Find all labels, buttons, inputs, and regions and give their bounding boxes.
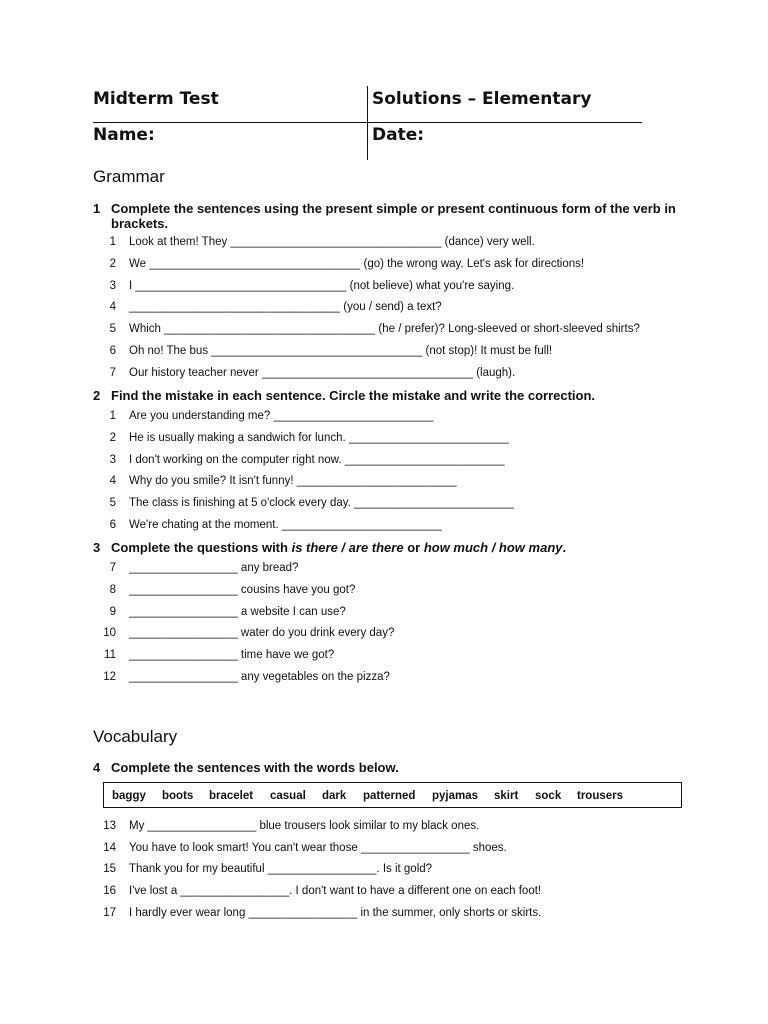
exercise-item[interactable]: [93, 584, 693, 600]
instruction-part: Complete the questions with: [111, 540, 292, 555]
item-text: _________________________________ (you / send) a text?: [129, 301, 442, 313]
question-number: 4: [93, 760, 101, 775]
item-text: _________________ cousins have you got?: [129, 584, 356, 596]
exercise-item[interactable]: [93, 323, 693, 339]
exercise-item[interactable]: [93, 475, 693, 491]
item-number: 3: [109, 454, 116, 466]
instruction-part: .: [562, 540, 567, 555]
exercise-item[interactable]: [93, 236, 693, 252]
item-number: 9: [109, 606, 116, 618]
exercise-item[interactable]: [93, 432, 693, 448]
item-number: 2: [109, 258, 116, 270]
date-label: Date:: [372, 125, 425, 145]
item-number: 5: [109, 497, 116, 509]
exercise-item[interactable]: [93, 907, 693, 923]
test-title: Midterm Test: [93, 89, 219, 109]
item-number: 3: [109, 280, 116, 292]
item-number: 7: [109, 367, 116, 379]
instruction-emphasis: how much / how many: [423, 540, 563, 555]
item-number: 12: [103, 671, 116, 683]
word-bank-item: skirt: [494, 790, 519, 802]
item-number: 17: [103, 907, 116, 919]
item-number: 1: [109, 236, 116, 248]
item-text: We're chating at the moment. _________________________: [129, 519, 442, 531]
question-instruction: [111, 540, 681, 555]
word-bank-item: boots: [162, 790, 194, 802]
item-text: _________________ a website I can use?: [129, 606, 346, 618]
word-bank-item: sock: [535, 790, 562, 802]
item-number: 1: [109, 410, 116, 422]
exercise-item[interactable]: [93, 627, 693, 643]
item-number: 4: [109, 475, 116, 487]
item-number: 6: [109, 519, 116, 531]
item-number: 2: [109, 432, 116, 444]
instruction-emphasis: is there / are there: [291, 540, 404, 555]
item-text: Are you understanding me? _________________________: [129, 410, 434, 422]
vocabulary-heading: Vocabulary: [93, 727, 178, 746]
header-vertical-divider: [367, 86, 368, 160]
question-number: 2: [93, 388, 101, 403]
exercise-item[interactable]: [93, 606, 693, 622]
item-number: 10: [103, 627, 116, 639]
word-bank-item: pyjamas: [432, 790, 479, 802]
exercise-item[interactable]: [93, 345, 693, 361]
item-number: 5: [109, 323, 116, 335]
exercise-item[interactable]: [93, 367, 693, 383]
item-text: _________________ time have we got?: [129, 649, 335, 661]
item-text: My _________________ blue trousers look similar to my black ones.: [129, 820, 480, 832]
exercise-item[interactable]: [93, 649, 693, 665]
item-text: I've lost a _________________. I don't want to have a different one on each foot!: [129, 885, 542, 897]
item-text: Why do you smile? It isn't funny! _________________________: [129, 475, 457, 487]
word-bank: [103, 782, 682, 808]
exercise-item[interactable]: [93, 671, 693, 687]
item-text: I _________________________________ (not believe) what you're saying.: [129, 280, 515, 292]
word-bank-item: casual: [270, 790, 306, 802]
item-number: 11: [104, 649, 116, 661]
exercise-item[interactable]: [93, 820, 693, 836]
item-number: 16: [103, 885, 116, 897]
name-label: Name:: [93, 125, 155, 145]
exercise-item[interactable]: [93, 863, 693, 879]
exercise-item[interactable]: [93, 885, 693, 901]
instruction-part: or: [403, 540, 424, 555]
exercise-item[interactable]: [93, 562, 693, 578]
exercise-item[interactable]: [93, 842, 693, 858]
item-text: I don't working on the computer right now. _________________________: [129, 454, 505, 466]
exercise-item[interactable]: [93, 497, 693, 513]
item-number: 4: [109, 301, 116, 313]
exercise-item[interactable]: [93, 280, 693, 296]
item-text: We _________________________________ (go) the wrong way. Let's ask for directions!: [129, 258, 585, 270]
question-instruction: Complete the sentences with the words below.: [111, 760, 399, 775]
word-bank-item: dark: [322, 790, 347, 802]
item-number: 8: [109, 584, 116, 596]
grammar-heading: Grammar: [93, 167, 165, 186]
item-text: _________________ any bread?: [129, 562, 299, 574]
exercise-item[interactable]: [93, 301, 693, 317]
item-text: Look at them! They _________________________________ (dance) very well.: [129, 236, 535, 248]
exercise-item[interactable]: [93, 519, 693, 535]
word-bank-item: bracelet: [209, 790, 254, 802]
question-number: 1: [93, 201, 101, 216]
item-number: 6: [109, 345, 116, 357]
item-number: 13: [103, 820, 116, 832]
word-bank-item: patterned: [363, 790, 416, 802]
item-number: 14: [103, 842, 116, 854]
course-title: Solutions – Elementary: [372, 89, 592, 109]
exercise-item[interactable]: [93, 410, 693, 426]
item-text: Our history teacher never _________________________________ (laugh).: [129, 367, 516, 379]
word-bank-item: baggy: [112, 790, 146, 802]
question-instruction: Complete the sentences using the present simple or present continuous form of the verb in brackets.: [111, 201, 676, 231]
item-text: The class is finishing at 5 o'clock every day. _________________________: [129, 497, 514, 509]
word-bank-item: trousers: [577, 790, 624, 802]
item-text: Thank you for my beautiful _________________. Is it gold?: [129, 863, 433, 875]
item-text: _________________ any vegetables on the pizza?: [129, 671, 390, 683]
question-instruction: Find the mistake in each sentence. Circle the mistake and write the correction.: [111, 388, 596, 403]
item-text: Oh no! The bus _________________________________ (not stop)! It must be full!: [129, 345, 553, 357]
header-table: [93, 86, 642, 160]
item-text: Which _________________________________ (he / prefer)? Long-sleeved or short-sleeved shirts?: [129, 323, 640, 335]
item-text: He is usually making a sandwich for lunch. _________________________: [129, 432, 509, 444]
question-number: 3: [93, 540, 101, 555]
header-horizontal-divider: [93, 122, 642, 123]
item-text: You have to look smart! You can't wear those _________________ shoes.: [129, 842, 507, 854]
item-text: I hardly ever wear long _________________ in the summer, only shorts or skirts.: [129, 907, 542, 919]
item-number: 7: [109, 562, 116, 574]
item-number: 15: [103, 863, 116, 875]
exercise-item[interactable]: [93, 258, 693, 274]
exercise-item[interactable]: [93, 454, 693, 470]
item-text: _________________ water do you drink every day?: [129, 627, 395, 639]
